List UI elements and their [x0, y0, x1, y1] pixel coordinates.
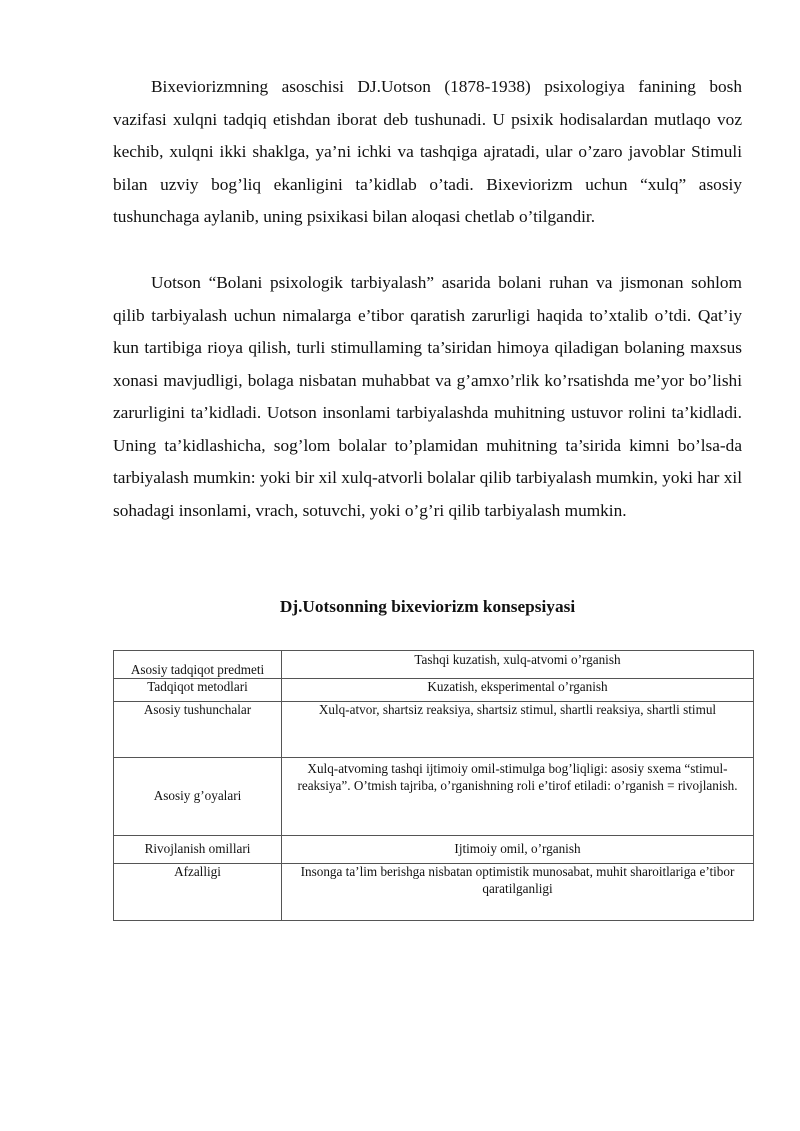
table-row	[114, 702, 754, 758]
table-row	[114, 836, 754, 864]
row-label: Tadqiqot metodlari	[114, 679, 282, 702]
table-row	[114, 679, 754, 702]
paragraph-intro: Bixeviorizmning asoschisi DJ.Uotson (1878-1938) psixologiya fanining bosh vazifasi xulqni tadqiq etishdan iborat deb tushunadi. U psixik hodisalardan mutlaqo voz kechib, xulqni ikki shaklga, ya’ni ichki va tashqiga ajratadi, ular o’zaro javoblar Stimuli bilan uzviy bog’liq ekanligini ta’kidlab o’tadi. Bixeviorizm uchun “xulq” asosiy tushunchaga aylanib, uning psixikasi bilan aloqasi chetlab o’tilgandir.	[113, 77, 742, 226]
row-value: Xulq-atvor, shartsiz reaksiya, shartsiz stimul, shartli reaksiya, shartli stimul	[282, 702, 754, 758]
table-row	[114, 864, 754, 921]
behaviorism-concept-table	[113, 650, 754, 921]
table-row	[114, 758, 754, 836]
row-value: Kuzatish, eksperimental o’rganish	[282, 679, 754, 702]
row-value: Xulq-atvoming tashqi ijtimoiy omil-stimulga bog’liqligi: asosiy sxema “stimul-reaksiya”. O’tmish tajriba, o’rganishning roli e’tirof etiladi: o’rganish = rivojlanish.	[282, 758, 754, 836]
row-value: Insonga ta’lim berishga nisbatan optimistik munosabat, muhit sharoitlariga e’tibor qaratilganligi	[282, 864, 754, 921]
row-value: Tashqi kuzatish, xulq-atvomi o’rganish	[282, 651, 754, 679]
row-label: Asosiy tushunchalar	[114, 702, 282, 758]
paragraph-upbringing: Uotson “Bolani psixologik tarbiyalash” asarida bolani ruhan va jismonan sohlom qilib tarbiyalash uchun nimalarga e’tibor qaratish zarurligi haqida to’xtalib o’tdi. Qat’iy kun tartibiga rioya qilish, turli stimullaming ta’siridan himoya qiladigan bolaning maxsus xonasi mavjudligi, bolaga nisbatan muhabbat va g’amxo’rlik ko’rsatishda me’yor bo’lishi zarurligini ta’kidladi. Uotson insonlami tarbiyalashda muhitning ustuvor rolini ta’kidladi. Uning ta’kidlashicha, sog’lom bolalar to’plamidan muhitning ta’sirida kimni bo’lsa-da tarbiyalash mumkin: yoki bir xil xulq-atvorli bolalar qilib tarbiyalash mumkin, yoki har xil sohadagi insonlami, vrach, sotuvchi, yoki o’g’ri qilib tarbiyalash mumkin.	[113, 273, 742, 520]
row-label: Asosiy tadqiqot predmeti	[114, 651, 282, 679]
row-label: Rivojlanish omillari	[114, 836, 282, 864]
row-value: Ijtimoiy omil, o’rganish	[282, 836, 754, 864]
table-title: Dj.Uotsonning bixeviorizm konsepsiyasi	[279, 597, 576, 616]
row-label: Afzalligi	[114, 864, 282, 921]
table-row	[114, 651, 754, 679]
row-label: Asosiy g’oyalari	[114, 758, 282, 836]
